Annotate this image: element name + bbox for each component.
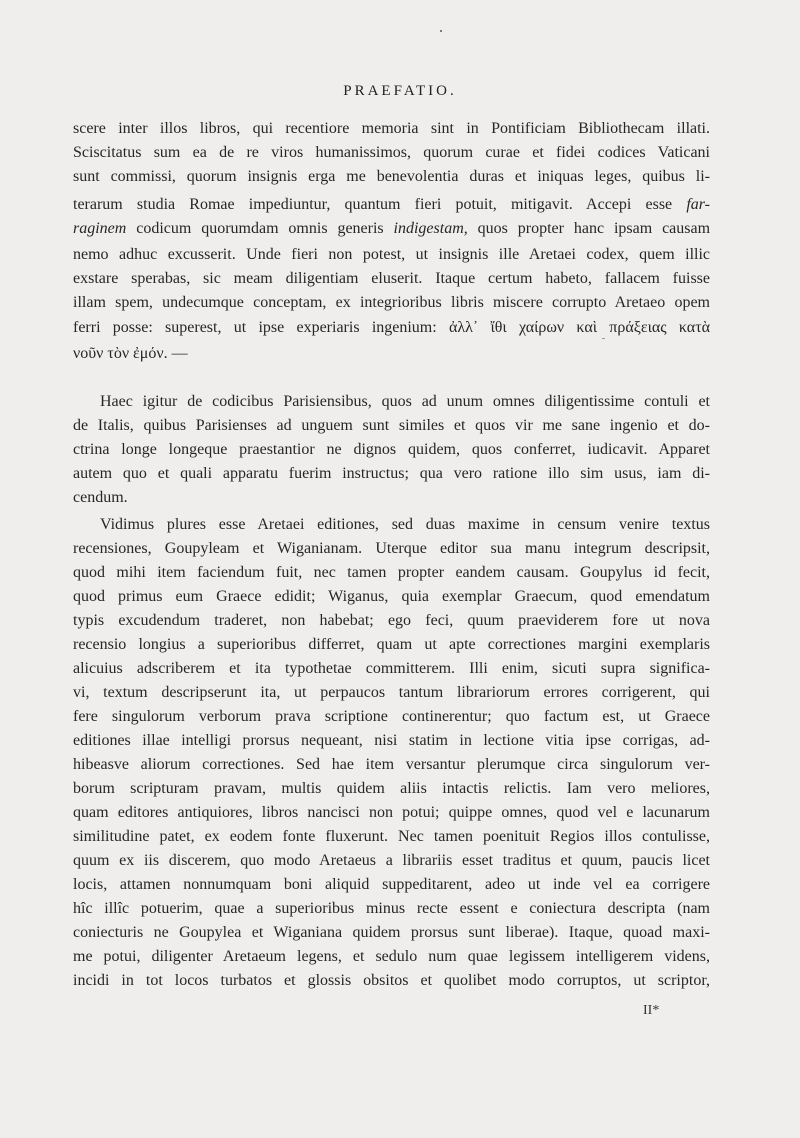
text-line: borum scripturam pravam, multis quidem aliis intactis relictis. Iam vero meliores, <box>73 780 710 797</box>
text-line: quum ex iis discerem, quo modo Aretaeus a librariis esset traditus et quum, paucis licet <box>73 852 710 869</box>
text-line: illam spem, undecumque conceptam, ex integrioribus libris miscere corrupto Aretaeo opem <box>73 294 710 311</box>
text-line: typis excudendum traderet, non habebat; ego feci, quum praeviderem fore ut nova <box>73 612 710 629</box>
text-line: terarum studia Romae impediuntur, quantum fieri potuit, mitigavit. Accepi esse far- <box>73 196 710 213</box>
text-line: coniecturis ne Goupylea et Wiganiana quidem prorsus sunt liberae). Itaque, quoad maxi- <box>73 924 710 941</box>
text-line: incidi in tot locos turbatos et glossis obsitos et quolibet modo corruptos, ut scriptor, <box>73 972 710 989</box>
text-line: locis, attamen nonnumquam boni aliquid suppeditarent, adeo ut inde vel ea corrigere <box>73 876 710 893</box>
text-line: quam editores antiquiores, libros nancisci non potui; quippe omnes, quod vel e lacunarum <box>73 804 710 821</box>
text-line: hîc illîc potuerim, quae a superioribus minus recte essent e coniectura descripta (nam <box>73 900 710 917</box>
text-line: me potui, diligenter Aretaeum legens, et sedulo num quae legissem intelligerem videns, <box>73 948 710 965</box>
text-line: vi, textum descripserunt ita, ut perpaucos tantum librariorum errores corrigerent, qui <box>73 684 710 701</box>
text-line: Vidimus plures esse Aretaei editiones, sed duas maxime in censum venire textus <box>100 516 710 533</box>
italic-word: indigestam, <box>393 220 468 237</box>
text-line: de Italis, quibus Parisienses ad unguem sunt similes et quos vir me sane ingenio et do- <box>73 417 710 434</box>
ink-speck <box>440 30 442 32</box>
italic-word: far- <box>686 196 710 213</box>
text-line: similitudine patet, ex eodem fonte fluxerunt. Nec tamen poenituit Regios illos contulisse, <box>73 828 710 845</box>
text-line: autem quo et quali apparatu fuerim instructus; qua vero ratione illo sim usus, iam di- <box>73 465 710 482</box>
italic-word: raginem <box>73 220 127 237</box>
text-line: sunt commissi, quorum insignis erga me benevolentia duras et iniquas leges, quibus li- <box>73 168 710 185</box>
text-line: fere singulorum verborum prava scriptione continerentur; quo factum est, ut Graece <box>73 708 710 725</box>
text-line: nemo adhuc excusserit. Unde fieri non potest, ut insignis ille Aretaei codex, quem illic <box>73 246 710 263</box>
text-line: recensiones, Goupyleam et Wiganianam. Uterque editor sua manu integrum descripsit, <box>73 540 710 557</box>
text-line: raginem codicum quorumdam omnis generis indigestam, quos propter hanc ipsam causam <box>73 220 710 237</box>
text-line: cendum. <box>73 489 128 506</box>
text-line: ferri posse: superest, ut ipse experiaris ingenium: ἀλλ᾽ ἴθι χαίρων καὶ πράξειας κατὰ <box>73 319 710 336</box>
text-line: Haec igitur de codicibus Parisiensibus, quos ad unum omnes diligentissime contuli et <box>100 393 710 410</box>
page-header: PRAEFATIO. <box>343 83 457 99</box>
text-line: hibeasve aliorum correctiones. Sed hae item versantur plerumque circa singulorum ver- <box>73 756 710 773</box>
text-line: scere inter illos libros, qui recentiore memoria sint in Pontificiam Bibliothecam illati. <box>73 120 710 137</box>
text-line: quod mihi item faciendum fuit, nec tamen propter eandem causam. Goupylus id fecit, <box>73 564 710 581</box>
text-line: quod primus eum Graece edidit; Wiganus, quia exemplar Graecum, quod emendatum <box>73 588 710 605</box>
text-line: Sciscitatus sum ea de re viros humanissimos, quorum curae et fidei codices Vaticani <box>73 144 710 161</box>
text-line: ctrina longe longeque praestantior ne dignos quidem, quos conferret, iudicavit. Apparet <box>73 441 710 458</box>
signature-mark: II* <box>643 1003 660 1018</box>
text-line: editiones illae intelligi prorsus nequeant, nisi statim in lectione vitia ipse corrigas, ad- <box>73 732 710 749</box>
text-line: alicuius adscriberem et ita typothetae committerem. Illi enim, sicuti supra significa- <box>73 660 710 677</box>
text-line: exstare sperabas, sic meam diligentiam eluserit. Itaque certum habeto, fallacem fuisse <box>73 270 710 287</box>
text-line: νοῦν τὸν ἐμόν. — <box>73 345 188 362</box>
text-line: recensio longius a superioribus differret, quam ut apte correctiones margini exemplaris <box>73 636 710 653</box>
